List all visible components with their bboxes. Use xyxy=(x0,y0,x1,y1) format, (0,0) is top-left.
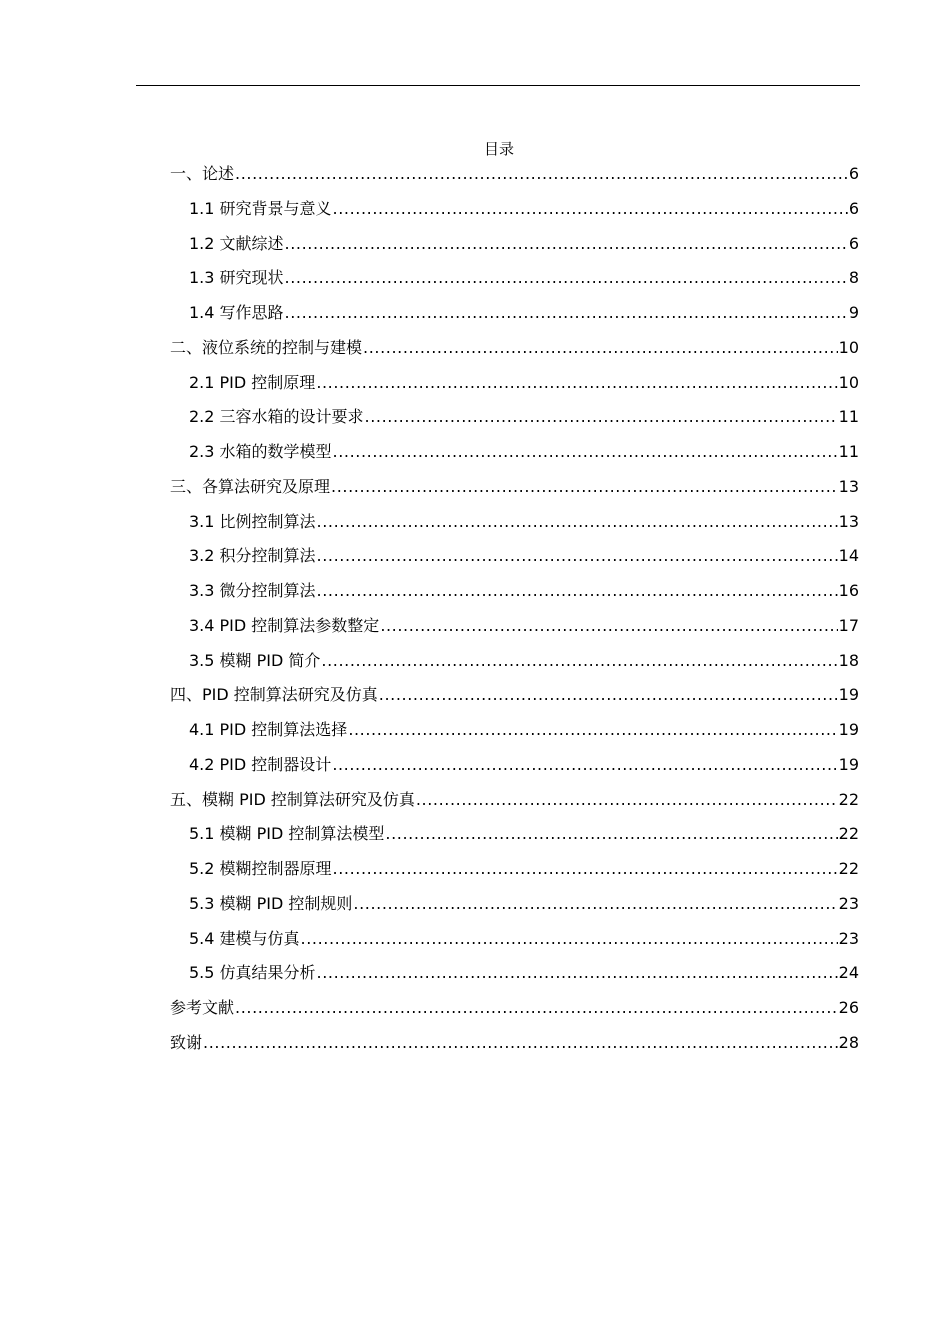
header-rule xyxy=(136,85,860,86)
toc-dot-leader xyxy=(203,1031,838,1055)
toc-entry-label: 5.2 模糊控制器原理 xyxy=(189,859,332,878)
toc-dot-leader xyxy=(333,440,838,464)
toc-page-number: 23 xyxy=(838,928,859,948)
toc-dot-leader xyxy=(235,162,848,186)
toc-entry-label: 1.2 文献综述 xyxy=(189,233,284,253)
toc-entry[interactable] xyxy=(170,232,859,267)
toc-entry-label: 3.1 比例控制算法 xyxy=(189,511,316,531)
toc-entry-label: 3.3 微分控制算法 xyxy=(189,581,316,600)
toc-entry-label: 五、模糊 PID 控制算法研究及仿真 xyxy=(170,789,415,809)
toc-entry[interactable] xyxy=(170,266,859,301)
toc-dot-leader xyxy=(321,649,837,673)
toc-entry[interactable] xyxy=(170,336,859,371)
toc-entry[interactable] xyxy=(170,961,859,996)
toc-entry-label: 1.1 研究背景与意义 xyxy=(189,198,332,218)
toc-entry-label: 致谢 xyxy=(170,1032,203,1052)
toc-entry[interactable] xyxy=(170,475,859,510)
toc-dot-leader xyxy=(235,996,838,1020)
toc-entry-label: 4.1 PID 控制算法选择 xyxy=(189,720,348,739)
toc-page-number: 26 xyxy=(838,998,859,1017)
toc-page-number: 9 xyxy=(848,303,859,322)
toc-dot-leader xyxy=(348,718,837,742)
toc-dot-leader xyxy=(333,197,848,221)
toc-dot-leader xyxy=(301,927,838,951)
toc-entry[interactable] xyxy=(170,440,859,475)
toc-entry-label: 5.5 仿真结果分析 xyxy=(189,963,316,983)
toc-page-number: 24 xyxy=(838,963,859,983)
toc-dot-leader xyxy=(285,301,848,325)
toc-page-number: 22 xyxy=(838,824,859,844)
toc-entry[interactable] xyxy=(170,996,859,1031)
toc-page-number: 6 xyxy=(848,198,859,218)
toc-entry-label: 二、液位系统的控制与建模 xyxy=(170,337,363,357)
toc-title: 目录 xyxy=(483,140,514,158)
toc-page-number: 13 xyxy=(838,511,859,531)
toc-dot-leader xyxy=(380,614,837,638)
toc-entry[interactable] xyxy=(170,614,859,649)
toc-entry[interactable] xyxy=(170,544,859,579)
toc-entry[interactable] xyxy=(170,510,859,545)
toc-dot-leader xyxy=(317,579,838,603)
toc-entry[interactable] xyxy=(170,579,859,614)
toc-entry-label: 2.3 水箱的数学模型 xyxy=(189,442,332,461)
toc-entry[interactable] xyxy=(170,162,859,197)
toc-page-number: 11 xyxy=(838,407,859,427)
toc-page-number: 19 xyxy=(838,685,859,705)
toc-entry-label: 四、PID 控制算法研究及仿真 xyxy=(170,685,378,705)
toc-page-number: 6 xyxy=(848,164,859,183)
toc-entry-label: 3.2 积分控制算法 xyxy=(189,546,316,566)
toc-dot-leader xyxy=(285,266,848,290)
toc-page-number: 14 xyxy=(838,546,859,566)
toc-entry[interactable] xyxy=(170,857,859,892)
toc-entry-label: 2.1 PID 控制原理 xyxy=(189,372,316,392)
toc-dot-leader xyxy=(317,510,838,534)
toc-dot-leader xyxy=(333,857,838,881)
toc-entry-label: 3.4 PID 控制算法参数整定 xyxy=(189,615,380,635)
toc-page-number: 28 xyxy=(838,1032,859,1052)
toc-entry-label: 5.3 模糊 PID 控制规则 xyxy=(189,893,353,913)
toc-dot-leader xyxy=(416,788,838,812)
toc-page-number: 8 xyxy=(848,268,859,288)
toc-dot-leader xyxy=(331,475,838,499)
toc-page-number: 16 xyxy=(838,581,859,600)
toc-dot-leader xyxy=(363,336,838,360)
toc-entry[interactable] xyxy=(170,753,859,788)
table-of-contents xyxy=(170,162,859,1066)
toc-dot-leader xyxy=(365,405,838,429)
toc-entry-label: 5.1 模糊 PID 控制算法模型 xyxy=(189,824,385,844)
toc-dot-leader xyxy=(385,822,837,846)
toc-entry-label: 4.2 PID 控制器设计 xyxy=(189,754,332,774)
toc-entry[interactable] xyxy=(170,301,859,336)
toc-entry-label: 2.2 三容水箱的设计要求 xyxy=(189,407,364,427)
toc-page-number: 22 xyxy=(838,859,859,878)
toc-entry[interactable] xyxy=(170,405,859,440)
toc-dot-leader xyxy=(317,961,838,985)
toc-entry[interactable] xyxy=(170,197,859,232)
toc-page-number: 19 xyxy=(838,754,859,774)
toc-entry-label: 1.4 写作思路 xyxy=(189,303,284,322)
toc-dot-leader xyxy=(285,232,848,256)
toc-entry[interactable] xyxy=(170,1031,859,1066)
toc-entry-label: 三、各算法研究及原理 xyxy=(170,476,331,496)
toc-entry-label: 3.5 模糊 PID 简介 xyxy=(189,650,321,670)
toc-page-number: 13 xyxy=(838,476,859,496)
toc-page-number: 19 xyxy=(838,720,859,739)
toc-dot-leader xyxy=(332,753,837,777)
toc-entry[interactable] xyxy=(170,649,859,684)
toc-page-number: 22 xyxy=(838,789,859,809)
toc-entry[interactable] xyxy=(170,683,859,718)
toc-entry[interactable] xyxy=(170,718,859,753)
toc-dot-leader xyxy=(353,892,837,916)
toc-entry-label: 参考文献 xyxy=(170,998,235,1017)
toc-entry[interactable] xyxy=(170,788,859,823)
toc-page-number: 10 xyxy=(838,337,859,357)
toc-entry[interactable] xyxy=(170,371,859,406)
toc-dot-leader xyxy=(379,683,838,707)
toc-entry[interactable] xyxy=(170,927,859,962)
toc-entry-label: 1.3 研究现状 xyxy=(189,268,284,288)
toc-entry[interactable] xyxy=(170,892,859,927)
toc-dot-leader xyxy=(316,371,837,395)
toc-dot-leader xyxy=(317,544,838,568)
toc-entry[interactable] xyxy=(170,822,859,857)
toc-page-number: 18 xyxy=(838,650,859,670)
toc-page-number: 23 xyxy=(838,893,859,913)
toc-page-number: 11 xyxy=(838,442,859,461)
toc-entry-label: 一、论述 xyxy=(170,164,235,183)
toc-page-number: 17 xyxy=(838,615,859,635)
toc-entry-label: 5.4 建模与仿真 xyxy=(189,928,300,948)
toc-page-number: 10 xyxy=(838,372,859,392)
toc-page-number: 6 xyxy=(848,233,859,253)
